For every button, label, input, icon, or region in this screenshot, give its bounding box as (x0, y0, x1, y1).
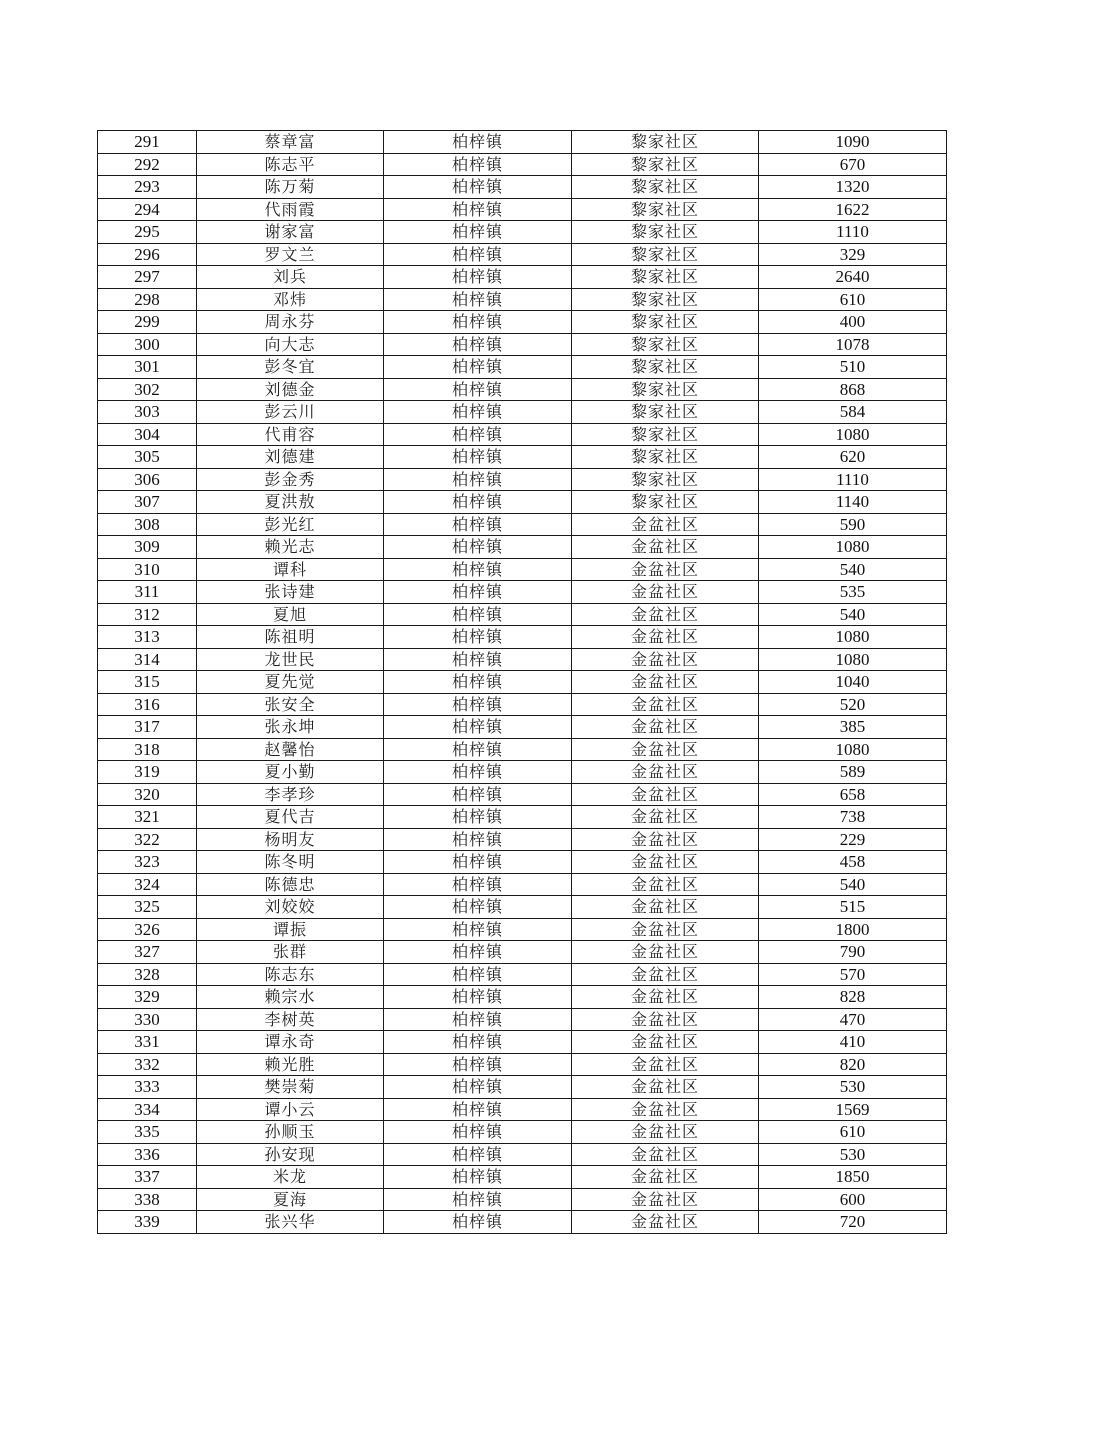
town-cell: 柏梓镇 (384, 851, 572, 874)
community-cell: 金盆社区 (572, 1121, 759, 1144)
amount-cell: 828 (759, 986, 947, 1009)
row-number-cell: 309 (98, 536, 197, 559)
town-cell: 柏梓镇 (384, 468, 572, 491)
amount-cell: 738 (759, 806, 947, 829)
community-cell: 金盆社区 (572, 1031, 759, 1054)
amount-cell: 1140 (759, 491, 947, 514)
community-cell: 金盆社区 (572, 963, 759, 986)
table-row (98, 671, 947, 694)
amount-cell: 540 (759, 603, 947, 626)
town-cell: 柏梓镇 (384, 288, 572, 311)
town-cell: 柏梓镇 (384, 1166, 572, 1189)
amount-cell: 590 (759, 513, 947, 536)
name-cell: 张安全 (197, 693, 384, 716)
name-cell: 夏旭 (197, 603, 384, 626)
table-row (98, 333, 947, 356)
town-cell: 柏梓镇 (384, 1121, 572, 1144)
name-cell: 张诗建 (197, 581, 384, 604)
row-number-cell: 303 (98, 401, 197, 424)
row-number-cell: 318 (98, 738, 197, 761)
name-cell: 谭永奇 (197, 1031, 384, 1054)
town-cell: 柏梓镇 (384, 738, 572, 761)
community-cell: 金盆社区 (572, 536, 759, 559)
community-cell: 金盆社区 (572, 603, 759, 626)
name-cell: 李孝珍 (197, 783, 384, 806)
row-number-cell: 300 (98, 333, 197, 356)
row-number-cell: 296 (98, 243, 197, 266)
name-cell: 彭冬宜 (197, 356, 384, 379)
amount-cell: 1622 (759, 198, 947, 221)
row-number-cell: 305 (98, 446, 197, 469)
amount-cell: 329 (759, 243, 947, 266)
row-number-cell: 310 (98, 558, 197, 581)
row-number-cell: 295 (98, 221, 197, 244)
table-row (98, 626, 947, 649)
row-number-cell: 336 (98, 1143, 197, 1166)
table-row (98, 738, 947, 761)
row-number-cell: 312 (98, 603, 197, 626)
table-row (98, 446, 947, 469)
amount-cell: 1569 (759, 1098, 947, 1121)
amount-cell: 1078 (759, 333, 947, 356)
name-cell: 张群 (197, 941, 384, 964)
table-row (98, 918, 947, 941)
row-number-cell: 334 (98, 1098, 197, 1121)
amount-cell: 229 (759, 828, 947, 851)
town-cell: 柏梓镇 (384, 1098, 572, 1121)
row-number-cell: 304 (98, 423, 197, 446)
row-number-cell: 307 (98, 491, 197, 514)
community-cell: 黎家社区 (572, 333, 759, 356)
amount-cell: 1040 (759, 671, 947, 694)
row-number-cell: 297 (98, 266, 197, 289)
amount-cell: 535 (759, 581, 947, 604)
row-number-cell: 325 (98, 896, 197, 919)
town-cell: 柏梓镇 (384, 1053, 572, 1076)
amount-cell: 1080 (759, 536, 947, 559)
town-cell: 柏梓镇 (384, 1008, 572, 1031)
town-cell: 柏梓镇 (384, 153, 572, 176)
row-number-cell: 311 (98, 581, 197, 604)
name-cell: 赖光胜 (197, 1053, 384, 1076)
amount-cell: 658 (759, 783, 947, 806)
community-cell: 金盆社区 (572, 513, 759, 536)
row-number-cell: 331 (98, 1031, 197, 1054)
name-cell: 陈志平 (197, 153, 384, 176)
community-cell: 黎家社区 (572, 176, 759, 199)
table-row (98, 423, 947, 446)
amount-cell: 458 (759, 851, 947, 874)
name-cell: 张兴华 (197, 1211, 384, 1234)
town-cell: 柏梓镇 (384, 603, 572, 626)
community-cell: 黎家社区 (572, 491, 759, 514)
community-cell: 黎家社区 (572, 401, 759, 424)
community-cell: 金盆社区 (572, 738, 759, 761)
amount-cell: 515 (759, 896, 947, 919)
name-cell: 周永芬 (197, 311, 384, 334)
name-cell: 刘德金 (197, 378, 384, 401)
town-cell: 柏梓镇 (384, 873, 572, 896)
row-number-cell: 337 (98, 1166, 197, 1189)
town-cell: 柏梓镇 (384, 491, 572, 514)
community-cell: 黎家社区 (572, 288, 759, 311)
amount-cell: 530 (759, 1076, 947, 1099)
table-row (98, 1188, 947, 1211)
amount-cell: 820 (759, 1053, 947, 1076)
name-cell: 邓炜 (197, 288, 384, 311)
table-row (98, 603, 947, 626)
town-cell: 柏梓镇 (384, 558, 572, 581)
table-row (98, 941, 947, 964)
community-cell: 黎家社区 (572, 378, 759, 401)
row-number-cell: 328 (98, 963, 197, 986)
name-cell: 樊崇菊 (197, 1076, 384, 1099)
row-number-cell: 320 (98, 783, 197, 806)
community-cell: 金盆社区 (572, 941, 759, 964)
name-cell: 谭小云 (197, 1098, 384, 1121)
table-row (98, 1211, 947, 1234)
table-row (98, 851, 947, 874)
table-row (98, 963, 947, 986)
row-number-cell: 322 (98, 828, 197, 851)
table-row (98, 716, 947, 739)
name-cell: 陈万菊 (197, 176, 384, 199)
row-number-cell: 301 (98, 356, 197, 379)
row-number-cell: 294 (98, 198, 197, 221)
town-cell: 柏梓镇 (384, 446, 572, 469)
name-cell: 陈志东 (197, 963, 384, 986)
table-row (98, 896, 947, 919)
row-number-cell: 292 (98, 153, 197, 176)
town-cell: 柏梓镇 (384, 986, 572, 1009)
table-row (98, 783, 947, 806)
amount-cell: 1850 (759, 1166, 947, 1189)
row-number-cell: 338 (98, 1188, 197, 1211)
town-cell: 柏梓镇 (384, 671, 572, 694)
table-row (98, 1121, 947, 1144)
community-cell: 黎家社区 (572, 423, 759, 446)
community-cell: 金盆社区 (572, 1211, 759, 1234)
amount-cell: 1080 (759, 626, 947, 649)
table-row (98, 153, 947, 176)
community-cell: 金盆社区 (572, 693, 759, 716)
name-cell: 龙世民 (197, 648, 384, 671)
community-cell: 金盆社区 (572, 558, 759, 581)
amount-cell: 410 (759, 1031, 947, 1054)
amount-cell: 570 (759, 963, 947, 986)
town-cell: 柏梓镇 (384, 243, 572, 266)
table-row (98, 401, 947, 424)
town-cell: 柏梓镇 (384, 198, 572, 221)
town-cell: 柏梓镇 (384, 761, 572, 784)
town-cell: 柏梓镇 (384, 806, 572, 829)
amount-cell: 589 (759, 761, 947, 784)
town-cell: 柏梓镇 (384, 131, 572, 154)
town-cell: 柏梓镇 (384, 1211, 572, 1234)
table-row (98, 356, 947, 379)
amount-cell: 1110 (759, 468, 947, 491)
name-cell: 夏洪敖 (197, 491, 384, 514)
table-row (98, 806, 947, 829)
name-cell: 向大志 (197, 333, 384, 356)
table-row (98, 513, 947, 536)
community-cell: 金盆社区 (572, 1053, 759, 1076)
amount-cell: 790 (759, 941, 947, 964)
table-row (98, 648, 947, 671)
row-number-cell: 326 (98, 918, 197, 941)
row-number-cell: 319 (98, 761, 197, 784)
table-row (98, 1143, 947, 1166)
community-cell: 金盆社区 (572, 851, 759, 874)
name-cell: 彭光红 (197, 513, 384, 536)
community-cell: 金盆社区 (572, 1098, 759, 1121)
table-row (98, 468, 947, 491)
amount-cell: 620 (759, 446, 947, 469)
town-cell: 柏梓镇 (384, 311, 572, 334)
name-cell: 彭云川 (197, 401, 384, 424)
name-cell: 陈祖明 (197, 626, 384, 649)
table-row (98, 1008, 947, 1031)
community-cell: 金盆社区 (572, 1188, 759, 1211)
community-cell: 金盆社区 (572, 873, 759, 896)
town-cell: 柏梓镇 (384, 176, 572, 199)
community-cell: 金盆社区 (572, 716, 759, 739)
community-cell: 金盆社区 (572, 783, 759, 806)
town-cell: 柏梓镇 (384, 266, 572, 289)
name-cell: 夏代吉 (197, 806, 384, 829)
table-row (98, 378, 947, 401)
community-cell: 金盆社区 (572, 828, 759, 851)
table-row (98, 1098, 947, 1121)
amount-cell: 600 (759, 1188, 947, 1211)
community-cell: 金盆社区 (572, 806, 759, 829)
row-number-cell: 333 (98, 1076, 197, 1099)
amount-cell: 385 (759, 716, 947, 739)
table-row (98, 828, 947, 851)
row-number-cell: 291 (98, 131, 197, 154)
name-cell: 彭金秀 (197, 468, 384, 491)
name-cell: 代雨霞 (197, 198, 384, 221)
town-cell: 柏梓镇 (384, 356, 572, 379)
row-number-cell: 321 (98, 806, 197, 829)
table-row (98, 581, 947, 604)
name-cell: 夏先觉 (197, 671, 384, 694)
town-cell: 柏梓镇 (384, 648, 572, 671)
community-cell: 金盆社区 (572, 1076, 759, 1099)
amount-cell: 610 (759, 288, 947, 311)
name-cell: 谢家富 (197, 221, 384, 244)
community-cell: 金盆社区 (572, 671, 759, 694)
town-cell: 柏梓镇 (384, 378, 572, 401)
name-cell: 赵馨怡 (197, 738, 384, 761)
name-cell: 代甫容 (197, 423, 384, 446)
table-row (98, 311, 947, 334)
community-cell: 黎家社区 (572, 243, 759, 266)
table-row (98, 1076, 947, 1099)
row-number-cell: 313 (98, 626, 197, 649)
community-cell: 金盆社区 (572, 918, 759, 941)
community-cell: 金盆社区 (572, 1008, 759, 1031)
community-cell: 金盆社区 (572, 986, 759, 1009)
town-cell: 柏梓镇 (384, 513, 572, 536)
amount-cell: 1080 (759, 648, 947, 671)
table-row (98, 1166, 947, 1189)
amount-cell: 720 (759, 1211, 947, 1234)
town-cell: 柏梓镇 (384, 963, 572, 986)
table-row (98, 198, 947, 221)
name-cell: 赖宗水 (197, 986, 384, 1009)
row-number-cell: 302 (98, 378, 197, 401)
amount-cell: 1320 (759, 176, 947, 199)
table-row (98, 176, 947, 199)
row-number-cell: 315 (98, 671, 197, 694)
amount-cell: 670 (759, 153, 947, 176)
name-cell: 孙安现 (197, 1143, 384, 1166)
name-cell: 孙顺玉 (197, 1121, 384, 1144)
name-cell: 谭科 (197, 558, 384, 581)
amount-cell: 540 (759, 558, 947, 581)
name-cell: 李树英 (197, 1008, 384, 1031)
row-number-cell: 299 (98, 311, 197, 334)
community-cell: 黎家社区 (572, 266, 759, 289)
amount-cell: 1080 (759, 423, 947, 446)
name-cell: 刘姣姣 (197, 896, 384, 919)
town-cell: 柏梓镇 (384, 1143, 572, 1166)
community-cell: 金盆社区 (572, 1166, 759, 1189)
table-row (98, 266, 947, 289)
amount-cell: 470 (759, 1008, 947, 1031)
community-cell: 金盆社区 (572, 648, 759, 671)
table-row (98, 986, 947, 1009)
row-number-cell: 308 (98, 513, 197, 536)
name-cell: 米龙 (197, 1166, 384, 1189)
table-row (98, 131, 947, 154)
community-cell: 黎家社区 (572, 221, 759, 244)
town-cell: 柏梓镇 (384, 783, 572, 806)
name-cell: 陈冬明 (197, 851, 384, 874)
name-cell: 赖光志 (197, 536, 384, 559)
table-row (98, 491, 947, 514)
town-cell: 柏梓镇 (384, 401, 572, 424)
name-cell: 张永坤 (197, 716, 384, 739)
row-number-cell: 335 (98, 1121, 197, 1144)
community-cell: 黎家社区 (572, 153, 759, 176)
row-number-cell: 330 (98, 1008, 197, 1031)
town-cell: 柏梓镇 (384, 626, 572, 649)
name-cell: 谭振 (197, 918, 384, 941)
town-cell: 柏梓镇 (384, 918, 572, 941)
table-row (98, 243, 947, 266)
amount-cell: 400 (759, 311, 947, 334)
name-cell: 杨明友 (197, 828, 384, 851)
town-cell: 柏梓镇 (384, 221, 572, 244)
row-number-cell: 323 (98, 851, 197, 874)
subsidy-table (97, 130, 947, 1234)
community-cell: 黎家社区 (572, 468, 759, 491)
community-cell: 金盆社区 (572, 581, 759, 604)
amount-cell: 1080 (759, 738, 947, 761)
town-cell: 柏梓镇 (384, 693, 572, 716)
town-cell: 柏梓镇 (384, 423, 572, 446)
row-number-cell: 316 (98, 693, 197, 716)
amount-cell: 1800 (759, 918, 947, 941)
row-number-cell: 327 (98, 941, 197, 964)
table-row (98, 536, 947, 559)
name-cell: 陈德忠 (197, 873, 384, 896)
table-row (98, 1031, 947, 1054)
community-cell: 黎家社区 (572, 131, 759, 154)
amount-cell: 1110 (759, 221, 947, 244)
community-cell: 黎家社区 (572, 446, 759, 469)
name-cell: 夏海 (197, 1188, 384, 1211)
row-number-cell: 314 (98, 648, 197, 671)
amount-cell: 584 (759, 401, 947, 424)
town-cell: 柏梓镇 (384, 536, 572, 559)
row-number-cell: 298 (98, 288, 197, 311)
town-cell: 柏梓镇 (384, 1076, 572, 1099)
row-number-cell: 317 (98, 716, 197, 739)
row-number-cell: 329 (98, 986, 197, 1009)
table-body (98, 131, 947, 1234)
community-cell: 金盆社区 (572, 626, 759, 649)
row-number-cell: 339 (98, 1211, 197, 1234)
amount-cell: 520 (759, 693, 947, 716)
amount-cell: 540 (759, 873, 947, 896)
town-cell: 柏梓镇 (384, 1188, 572, 1211)
amount-cell: 1090 (759, 131, 947, 154)
table-row (98, 873, 947, 896)
community-cell: 黎家社区 (572, 311, 759, 334)
row-number-cell: 324 (98, 873, 197, 896)
name-cell: 刘兵 (197, 266, 384, 289)
community-cell: 金盆社区 (572, 1143, 759, 1166)
town-cell: 柏梓镇 (384, 896, 572, 919)
row-number-cell: 332 (98, 1053, 197, 1076)
table-row (98, 221, 947, 244)
table-row (98, 288, 947, 311)
name-cell: 夏小勤 (197, 761, 384, 784)
name-cell: 刘德建 (197, 446, 384, 469)
row-number-cell: 306 (98, 468, 197, 491)
name-cell: 蔡章富 (197, 131, 384, 154)
community-cell: 金盆社区 (572, 896, 759, 919)
table-row (98, 693, 947, 716)
community-cell: 黎家社区 (572, 356, 759, 379)
town-cell: 柏梓镇 (384, 333, 572, 356)
table-row (98, 558, 947, 581)
table-row (98, 761, 947, 784)
town-cell: 柏梓镇 (384, 716, 572, 739)
town-cell: 柏梓镇 (384, 581, 572, 604)
amount-cell: 530 (759, 1143, 947, 1166)
community-cell: 黎家社区 (572, 198, 759, 221)
amount-cell: 2640 (759, 266, 947, 289)
community-cell: 金盆社区 (572, 761, 759, 784)
row-number-cell: 293 (98, 176, 197, 199)
amount-cell: 868 (759, 378, 947, 401)
amount-cell: 510 (759, 356, 947, 379)
town-cell: 柏梓镇 (384, 941, 572, 964)
name-cell: 罗文兰 (197, 243, 384, 266)
table-row (98, 1053, 947, 1076)
town-cell: 柏梓镇 (384, 828, 572, 851)
amount-cell: 610 (759, 1121, 947, 1144)
town-cell: 柏梓镇 (384, 1031, 572, 1054)
